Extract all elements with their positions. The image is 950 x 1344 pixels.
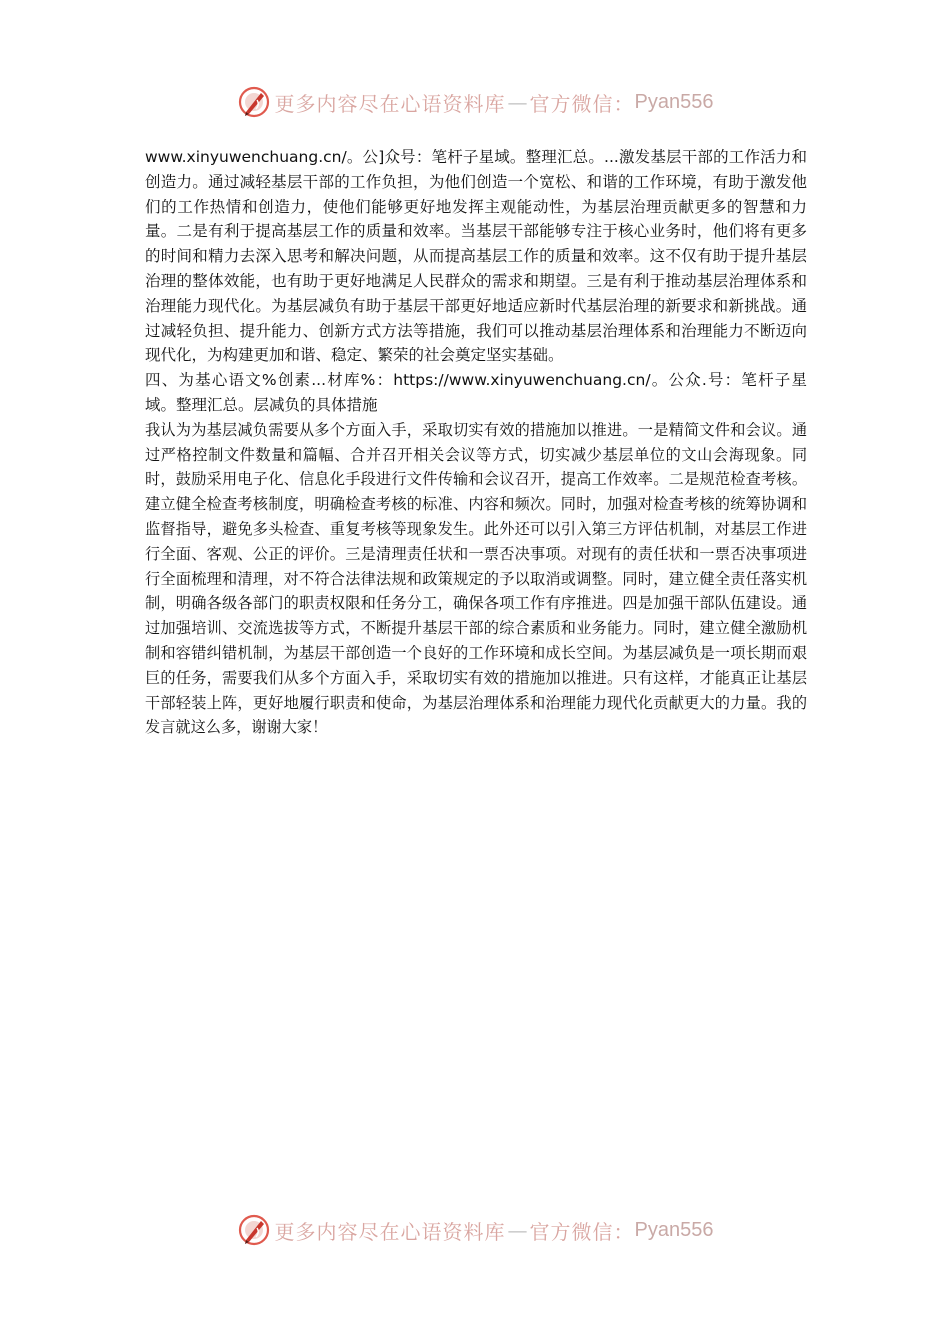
banner-separator: — — [507, 90, 528, 114]
banner-wechat-label: 官方微信： — [529, 1219, 635, 1244]
footer-banner — [0, 1210, 950, 1250]
banner-title: 更多内容尽在心语资料库 — [274, 91, 506, 116]
header-banner — [0, 82, 950, 122]
banner-wechat-id: Pyan556 — [634, 1218, 714, 1241]
banner-title: 更多内容尽在心语资料库 — [274, 1219, 506, 1244]
paragraph-2: 我认为为基层减负需要从多个方面入手，采取切实有效的措施加以推进。一是精简文件和会议。通过严格控制文件数量和篇幅、合并召开相关会议等方式，切实减少基层单位的文山会海现象。同时，鼓励采用电子化、信息化手段进行文件传输和会议召开，提高工作效率。二是规范检查考核。建立健全检查考核制度，明确检查考核的标准、内容和频次。同时，加强对检查考核的统筹协调和监督指导，避免多头检查、重复考核等现象发生。此外还可以引入第三方评估机制，对基层工作进行全面、客观、公正的评价。三是清理责任状和一票否决事项。对现有的责任状和一票否决事项进行全面梳理和清理，对不符合法律法规和政策规定的予以取消或调整。同时，建立健全责任落实机制，明确各级各部门的职责权限和任务分工，确保各项工作有序推进。四是加强干部队伍建设。通过加强培训、交流选拔等方式，不断提升基层干部的综合素质和业务能力。同时，建立健全激励机制和容错纠错机制，为基层干部创造一个良好的工作环境和成长空间。为基层减负是一项长期而艰巨的任务，需要我们从多个方面入手，采取切实有效的措施加以推进。只有这样，才能真正让基层干部轻装上阵，更好地履行职责和使命，为基层治理体系和治理能力现代化贡献更大的力量。我的发言就这么多，谢谢大家！ — [145, 420, 807, 737]
banner-wechat-label: 官方微信： — [529, 91, 635, 116]
brand-logo-icon — [237, 85, 271, 119]
document-body — [145, 145, 807, 740]
banner-wechat-id: Pyan556 — [634, 90, 714, 113]
paragraph-1: www.xinyuwenchuang.cn/。公]众号：笔杆子星域。整理汇总。...激发基层干部的工作活力和创造力。通过减轻基层干部的工作负担，为他们创造一个宽松、和谐的工作环境，有助于激发他们的工作热情和创造力，使他们能够更好地发挥主观能动性，为基层治理贡献更多的智慧和力量。二是有利于提高基层工作的质量和效率。当基层干部能够专注于核心业务时，他们将有更多的时间和精力去深入思考和解决问题，从而提高基层工作的质量和效率。这不仅有助于提升基层治理的整体效能，也有助于更好地满足人民群众的需求和期望。三是有利于推动基层治理体系和治理能力现代化。为基层减负有助于基层干部更好地适应新时代基层治理的新要求和新挑战。通过减轻负担、提升能力、创新方式方法等措施，我们可以推动基层治理体系和治理能力不断迈向现代化，为构建更加和谐、稳定、繁荣的社会奠定坚实基础。 — [145, 148, 807, 365]
section-heading: 四、为基心语文%创素...材库%：https://www.xinyuwenchuang.cn/。公众.号：笔杆子星域。整理汇总。层减负的具体措施 — [145, 371, 807, 414]
brand-logo-icon — [237, 1213, 271, 1247]
banner-separator: — — [507, 1218, 528, 1242]
